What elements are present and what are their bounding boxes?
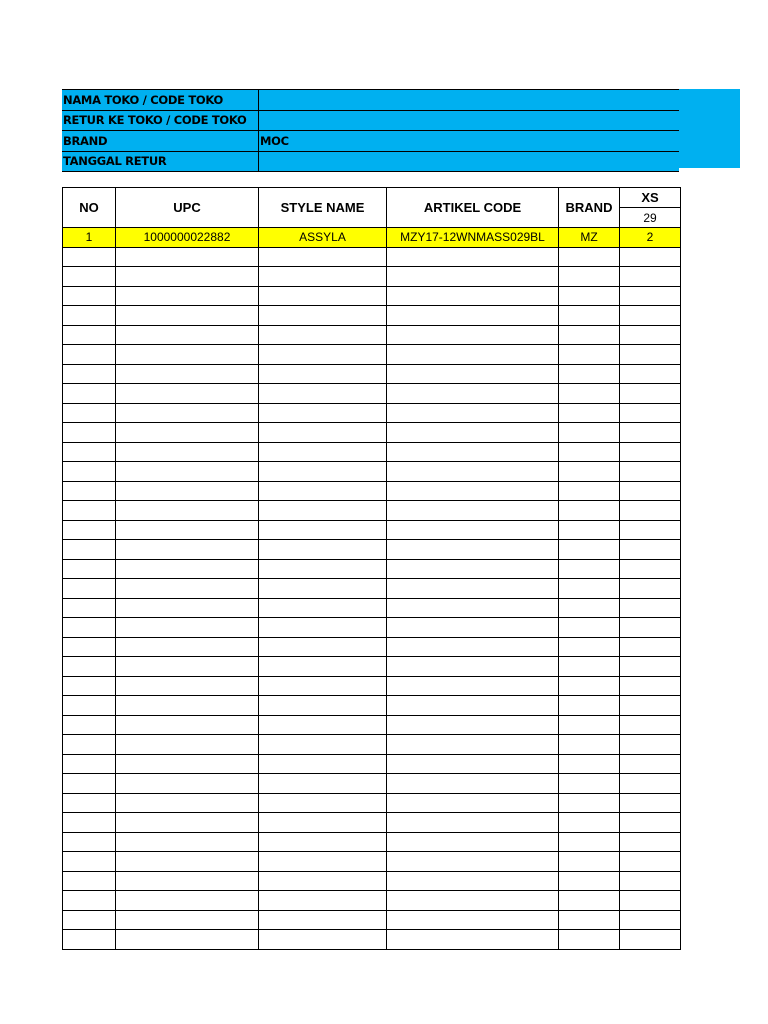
cell-upc[interactable] [116, 442, 259, 462]
cell-no[interactable] [63, 813, 116, 833]
cell-upc[interactable] [116, 696, 259, 716]
table-row[interactable] [63, 871, 681, 891]
cell-brand[interactable] [559, 735, 620, 755]
cell-artikel-code[interactable]: MZY17-12WNMASS029BL [387, 228, 559, 248]
table-row[interactable] [63, 442, 681, 462]
cell-artikel-code[interactable] [387, 267, 559, 287]
cell-no[interactable] [63, 676, 116, 696]
cell-artikel-code[interactable] [387, 345, 559, 365]
cell-brand[interactable] [559, 247, 620, 267]
cell-no[interactable] [63, 481, 116, 501]
cell-artikel-code[interactable] [387, 579, 559, 599]
table-body [63, 228, 681, 950]
cell-upc[interactable] [116, 364, 259, 384]
table-row[interactable] [63, 715, 681, 735]
cell-qty[interactable] [620, 423, 681, 443]
cell-style-name[interactable] [259, 754, 387, 774]
cell-artikel-code[interactable] [387, 540, 559, 560]
cell-artikel-code[interactable] [387, 715, 559, 735]
cell-brand[interactable] [559, 832, 620, 852]
cell-brand[interactable] [559, 364, 620, 384]
table-row[interactable] [63, 345, 681, 365]
cell-artikel-code[interactable] [387, 481, 559, 501]
cell-brand[interactable] [559, 618, 620, 638]
cell-style-name[interactable] [259, 598, 387, 618]
cell-artikel-code[interactable] [387, 910, 559, 930]
cell-qty[interactable] [620, 384, 681, 404]
cell-no[interactable] [63, 774, 116, 794]
cell-brand[interactable] [559, 384, 620, 404]
cell-artikel-code[interactable] [387, 891, 559, 911]
cell-artikel-code[interactable] [387, 832, 559, 852]
cell-no[interactable] [63, 345, 116, 365]
cell-brand[interactable] [559, 637, 620, 657]
info-value-return-store[interactable] [259, 110, 680, 131]
cell-brand[interactable] [559, 754, 620, 774]
cell-artikel-code[interactable] [387, 384, 559, 404]
cell-style-name[interactable] [259, 657, 387, 677]
cell-style-name[interactable] [259, 364, 387, 384]
cell-artikel-code[interactable] [387, 871, 559, 891]
table-row[interactable] [63, 501, 681, 521]
cell-no[interactable] [63, 540, 116, 560]
table-row[interactable] [63, 657, 681, 677]
cell-no[interactable] [63, 520, 116, 540]
header-side-fill [679, 89, 740, 168]
cell-qty[interactable] [620, 345, 681, 365]
cell-style-name[interactable] [259, 384, 387, 404]
cell-brand[interactable] [559, 481, 620, 501]
cell-style-name[interactable] [259, 793, 387, 813]
cell-no[interactable] [63, 657, 116, 677]
cell-brand[interactable] [559, 676, 620, 696]
cell-brand[interactable] [559, 442, 620, 462]
cell-style-name[interactable] [259, 481, 387, 501]
cell-style-name[interactable] [259, 520, 387, 540]
table-row[interactable] [63, 813, 681, 833]
cell-upc[interactable] [116, 384, 259, 404]
header-artikel-code: ARTIKEL CODE [387, 188, 559, 228]
cell-upc[interactable] [116, 423, 259, 443]
header-brand: BRAND [559, 188, 620, 228]
cell-qty[interactable] [620, 540, 681, 560]
table-row[interactable] [63, 423, 681, 443]
cell-style-name[interactable] [259, 676, 387, 696]
cell-style-name[interactable] [259, 345, 387, 365]
cell-upc[interactable] [116, 657, 259, 677]
cell-upc[interactable] [116, 267, 259, 287]
cell-upc[interactable] [116, 481, 259, 501]
cell-brand[interactable] [559, 501, 620, 521]
cell-style-name[interactable] [259, 442, 387, 462]
cell-upc[interactable] [116, 618, 259, 638]
cell-upc[interactable] [116, 403, 259, 423]
header-no: NO [63, 188, 116, 228]
cell-style-name[interactable] [259, 286, 387, 306]
cell-style-name[interactable] [259, 735, 387, 755]
cell-style-name[interactable] [259, 559, 387, 579]
cell-qty[interactable] [620, 520, 681, 540]
table-row[interactable] [63, 774, 681, 794]
cell-artikel-code[interactable] [387, 501, 559, 521]
cell-brand[interactable] [559, 306, 620, 326]
cell-style-name[interactable] [259, 267, 387, 287]
cell-upc[interactable] [116, 637, 259, 657]
table-row[interactable] [63, 598, 681, 618]
info-value-store[interactable] [259, 90, 680, 111]
cell-upc[interactable] [116, 735, 259, 755]
cell-brand[interactable] [559, 462, 620, 482]
info-block [62, 89, 679, 172]
cell-artikel-code[interactable] [387, 364, 559, 384]
cell-upc[interactable] [116, 832, 259, 852]
cell-brand[interactable] [559, 345, 620, 365]
table-row[interactable] [63, 754, 681, 774]
info-label-return-date: TANGGAL RETUR [62, 151, 259, 172]
cell-no[interactable] [63, 891, 116, 911]
cell-no[interactable] [63, 715, 116, 735]
cell-qty[interactable] [620, 325, 681, 345]
cell-upc[interactable] [116, 247, 259, 267]
cell-no[interactable]: 1 [63, 228, 116, 248]
cell-brand[interactable] [559, 793, 620, 813]
cell-qty[interactable] [620, 813, 681, 833]
cell-artikel-code[interactable] [387, 637, 559, 657]
cell-no[interactable] [63, 325, 116, 345]
cell-style-name[interactable] [259, 852, 387, 872]
cell-brand[interactable] [559, 910, 620, 930]
cell-no[interactable] [63, 696, 116, 716]
cell-artikel-code[interactable] [387, 423, 559, 443]
cell-artikel-code[interactable] [387, 793, 559, 813]
cell-qty[interactable] [620, 247, 681, 267]
cell-style-name[interactable] [259, 579, 387, 599]
table-row[interactable] [63, 696, 681, 716]
cell-no[interactable] [63, 618, 116, 638]
cell-upc[interactable] [116, 930, 259, 950]
cell-qty[interactable] [620, 676, 681, 696]
cell-upc[interactable] [116, 579, 259, 599]
cell-no[interactable] [63, 364, 116, 384]
table-row[interactable] [63, 910, 681, 930]
info-value-brand[interactable]: MOC [259, 131, 680, 152]
cell-artikel-code[interactable] [387, 306, 559, 326]
cell-no[interactable] [63, 501, 116, 521]
cell-style-name[interactable] [259, 325, 387, 345]
cell-no[interactable] [63, 754, 116, 774]
cell-brand[interactable] [559, 930, 620, 950]
cell-style-name[interactable] [259, 462, 387, 482]
cell-qty[interactable] [620, 910, 681, 930]
cell-no[interactable] [63, 247, 116, 267]
cell-style-name[interactable] [259, 423, 387, 443]
table-row[interactable] [63, 540, 681, 560]
cell-qty[interactable] [620, 306, 681, 326]
header-upc: UPC [116, 188, 259, 228]
table-row[interactable] [63, 306, 681, 326]
cell-qty[interactable]: 2 [620, 228, 681, 248]
return-items-table [62, 187, 681, 950]
table-row[interactable] [63, 618, 681, 638]
cell-qty[interactable] [620, 754, 681, 774]
cell-no[interactable] [63, 403, 116, 423]
cell-upc[interactable] [116, 715, 259, 735]
cell-brand[interactable] [559, 403, 620, 423]
cell-artikel-code[interactable] [387, 462, 559, 482]
cell-qty[interactable] [620, 267, 681, 287]
cell-upc[interactable] [116, 676, 259, 696]
cell-no[interactable] [63, 442, 116, 462]
cell-style-name[interactable] [259, 306, 387, 326]
cell-artikel-code[interactable] [387, 754, 559, 774]
cell-brand[interactable] [559, 657, 620, 677]
cell-style-name[interactable] [259, 891, 387, 911]
cell-no[interactable] [63, 832, 116, 852]
table-row[interactable] [63, 481, 681, 501]
cell-qty[interactable] [620, 871, 681, 891]
cell-upc[interactable] [116, 540, 259, 560]
cell-no[interactable] [63, 267, 116, 287]
cell-qty[interactable] [620, 852, 681, 872]
header-size-29: 29 [620, 208, 681, 228]
cell-artikel-code[interactable] [387, 442, 559, 462]
cell-qty[interactable] [620, 618, 681, 638]
cell-upc[interactable] [116, 793, 259, 813]
table-row[interactable] [63, 793, 681, 813]
cell-no[interactable] [63, 735, 116, 755]
cell-no[interactable] [63, 384, 116, 404]
cell-brand[interactable] [559, 598, 620, 618]
cell-artikel-code[interactable] [387, 286, 559, 306]
cell-style-name[interactable] [259, 871, 387, 891]
cell-style-name[interactable] [259, 910, 387, 930]
cell-upc[interactable] [116, 306, 259, 326]
cell-no[interactable] [63, 871, 116, 891]
cell-artikel-code[interactable] [387, 774, 559, 794]
table-row[interactable] [63, 520, 681, 540]
cell-artikel-code[interactable] [387, 559, 559, 579]
cell-artikel-code[interactable] [387, 325, 559, 345]
table-row[interactable] [63, 286, 681, 306]
header-style-name: STYLE NAME [259, 188, 387, 228]
cell-brand[interactable] [559, 871, 620, 891]
cell-qty[interactable] [620, 462, 681, 482]
cell-no[interactable] [63, 306, 116, 326]
cell-brand[interactable] [559, 286, 620, 306]
cell-style-name[interactable] [259, 540, 387, 560]
cell-upc[interactable] [116, 891, 259, 911]
table-row[interactable] [63, 852, 681, 872]
cell-qty[interactable] [620, 735, 681, 755]
cell-qty[interactable] [620, 715, 681, 735]
cell-brand[interactable] [559, 325, 620, 345]
cell-upc[interactable] [116, 754, 259, 774]
cell-brand[interactable] [559, 852, 620, 872]
table-row[interactable] [63, 832, 681, 852]
table-row[interactable] [63, 637, 681, 657]
cell-no[interactable] [63, 423, 116, 443]
cell-qty[interactable] [620, 637, 681, 657]
info-label-brand: BRAND [62, 131, 259, 152]
cell-artikel-code[interactable] [387, 247, 559, 267]
cell-brand[interactable] [559, 813, 620, 833]
table-row[interactable] [63, 384, 681, 404]
info-row-store [62, 90, 679, 111]
table-row[interactable] [63, 267, 681, 287]
table-row[interactable] [63, 735, 681, 755]
cell-artikel-code[interactable] [387, 598, 559, 618]
cell-upc[interactable] [116, 852, 259, 872]
cell-upc[interactable] [116, 462, 259, 482]
cell-no[interactable] [63, 462, 116, 482]
cell-upc[interactable] [116, 559, 259, 579]
cell-style-name[interactable] [259, 832, 387, 852]
cell-qty[interactable] [620, 891, 681, 911]
cell-brand[interactable] [559, 774, 620, 794]
info-row-brand [62, 131, 679, 152]
cell-upc[interactable] [116, 813, 259, 833]
cell-no[interactable] [63, 579, 116, 599]
info-table [62, 89, 679, 172]
cell-brand[interactable] [559, 559, 620, 579]
cell-qty[interactable] [620, 696, 681, 716]
table-row[interactable] [63, 676, 681, 696]
cell-qty[interactable] [620, 286, 681, 306]
info-label-store: NAMA TOKO / CODE TOKO [62, 90, 259, 111]
cell-style-name[interactable] [259, 501, 387, 521]
cell-brand[interactable] [559, 520, 620, 540]
cell-style-name[interactable] [259, 774, 387, 794]
cell-qty[interactable] [620, 793, 681, 813]
table-row[interactable] [63, 364, 681, 384]
table-row[interactable] [63, 325, 681, 345]
cell-qty[interactable] [620, 598, 681, 618]
cell-artikel-code[interactable] [387, 930, 559, 950]
cell-brand[interactable] [559, 891, 620, 911]
cell-qty[interactable] [620, 442, 681, 462]
cell-upc[interactable] [116, 520, 259, 540]
cell-style-name[interactable] [259, 403, 387, 423]
table-row[interactable] [63, 559, 681, 579]
cell-brand[interactable] [559, 267, 620, 287]
cell-no[interactable] [63, 852, 116, 872]
cell-upc[interactable] [116, 774, 259, 794]
cell-style-name[interactable]: ASSYLA [259, 228, 387, 248]
cell-qty[interactable] [620, 501, 681, 521]
cell-no[interactable] [63, 930, 116, 950]
cell-artikel-code[interactable] [387, 403, 559, 423]
cell-qty[interactable] [620, 832, 681, 852]
cell-artikel-code[interactable] [387, 676, 559, 696]
cell-brand[interactable] [559, 540, 620, 560]
cell-no[interactable] [63, 286, 116, 306]
cell-upc[interactable] [116, 501, 259, 521]
cell-artikel-code[interactable] [387, 852, 559, 872]
cell-upc[interactable] [116, 325, 259, 345]
cell-artikel-code[interactable] [387, 813, 559, 833]
info-label-return-store: RETUR KE TOKO / CODE TOKO [62, 110, 259, 131]
cell-qty[interactable] [620, 481, 681, 501]
cell-brand[interactable] [559, 423, 620, 443]
header-size-xs: XS [620, 188, 681, 208]
table-header-row [63, 188, 681, 208]
cell-no[interactable] [63, 598, 116, 618]
cell-style-name[interactable] [259, 813, 387, 833]
cell-qty[interactable] [620, 403, 681, 423]
table-row[interactable] [63, 891, 681, 911]
cell-brand[interactable] [559, 696, 620, 716]
cell-artikel-code[interactable] [387, 618, 559, 638]
cell-upc[interactable] [116, 345, 259, 365]
cell-artikel-code[interactable] [387, 520, 559, 540]
cell-style-name[interactable] [259, 618, 387, 638]
cell-qty[interactable] [620, 559, 681, 579]
cell-no[interactable] [63, 793, 116, 813]
info-value-return-date[interactable] [259, 151, 680, 172]
cell-qty[interactable] [620, 930, 681, 950]
cell-style-name[interactable] [259, 715, 387, 735]
cell-qty[interactable] [620, 364, 681, 384]
cell-artikel-code[interactable] [387, 696, 559, 716]
cell-style-name[interactable] [259, 930, 387, 950]
cell-brand[interactable] [559, 579, 620, 599]
cell-upc[interactable] [116, 910, 259, 930]
cell-upc[interactable] [116, 286, 259, 306]
cell-artikel-code[interactable] [387, 735, 559, 755]
cell-qty[interactable] [620, 774, 681, 794]
cell-style-name[interactable] [259, 637, 387, 657]
table-row[interactable] [63, 930, 681, 950]
cell-style-name[interactable] [259, 696, 387, 716]
cell-qty[interactable] [620, 579, 681, 599]
cell-no[interactable] [63, 637, 116, 657]
cell-no[interactable] [63, 910, 116, 930]
cell-style-name[interactable] [259, 247, 387, 267]
cell-qty[interactable] [620, 657, 681, 677]
cell-no[interactable] [63, 559, 116, 579]
table-row[interactable] [63, 462, 681, 482]
cell-artikel-code[interactable] [387, 657, 559, 677]
table-row[interactable] [63, 247, 681, 267]
cell-brand[interactable]: MZ [559, 228, 620, 248]
cell-upc[interactable] [116, 598, 259, 618]
cell-brand[interactable] [559, 715, 620, 735]
table-row[interactable] [63, 579, 681, 599]
info-row-return-store [62, 110, 679, 131]
table-row[interactable] [63, 228, 681, 248]
table-row[interactable] [63, 403, 681, 423]
cell-upc[interactable]: 1000000022882 [116, 228, 259, 248]
cell-upc[interactable] [116, 871, 259, 891]
info-row-return-date [62, 151, 679, 172]
